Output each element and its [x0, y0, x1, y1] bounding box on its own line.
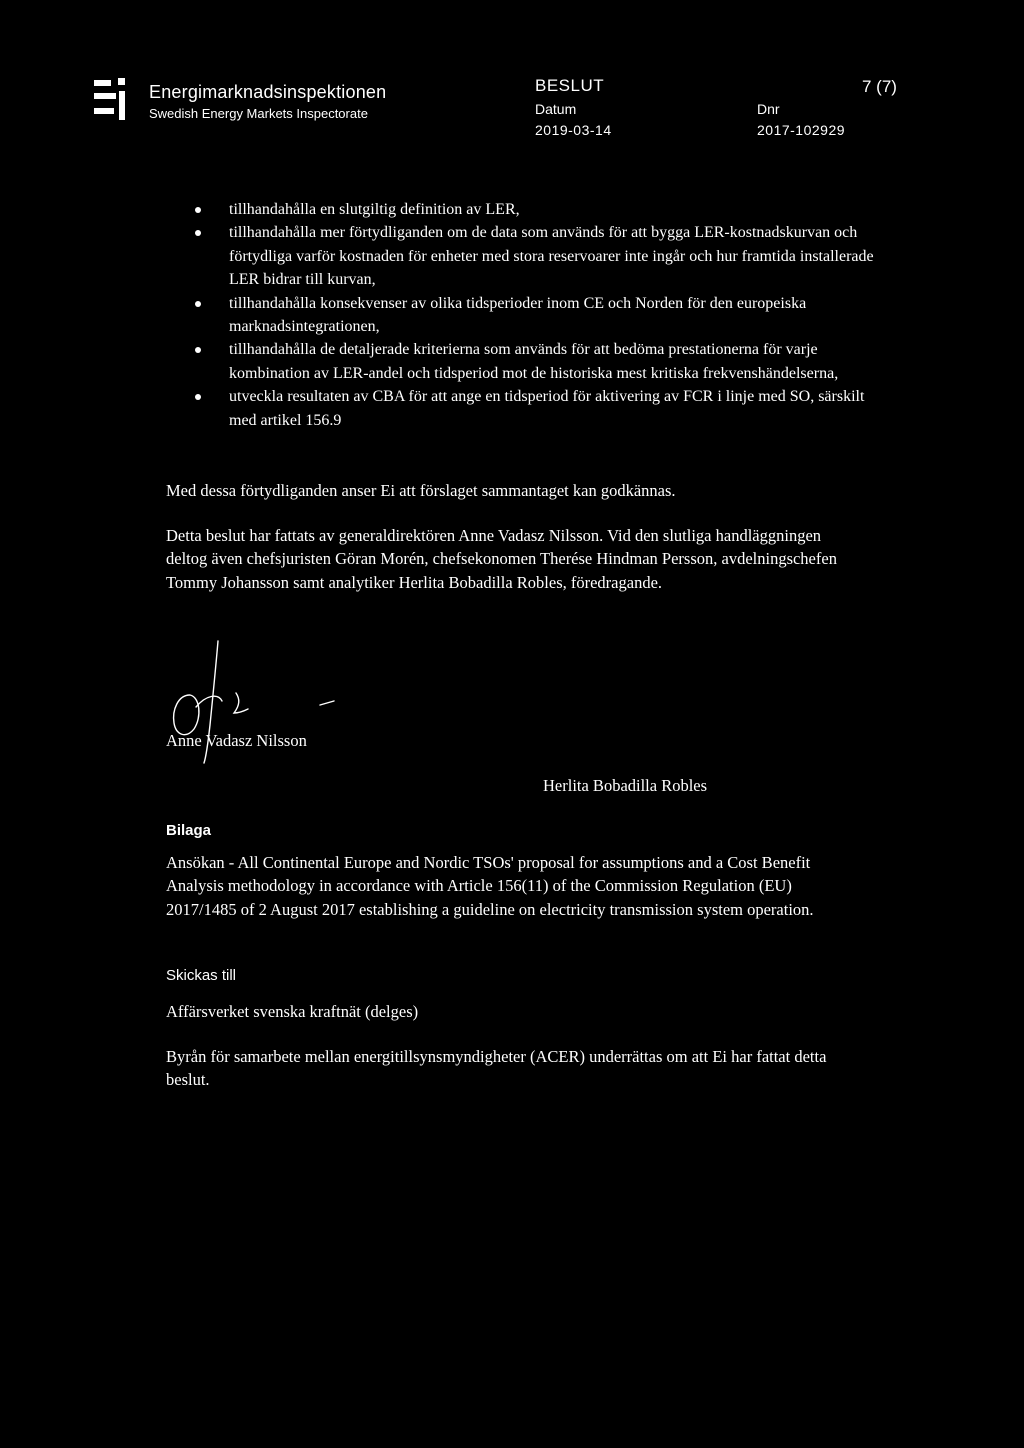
org-subtitle: Swedish Energy Markets Inspectorate [149, 106, 368, 121]
list-item: tillhandahålla konsekvenser av olika tidsperioder inom CE och Norden för den europeiska marknadsintegrationen, [195, 292, 875, 339]
org-name: Energimarknadsinspektionen [149, 82, 387, 102]
attachment-text: Ansökan - All Continental Europe and Nordic TSOs' proposal for assumptions and a Cost Benefit Analysis methodology in accordance with Article 156(11) of the Commission Regulation (EU) 2017/1485 of 2 August 2017 establishing a guideline on electricity transmission system operation. [166, 853, 814, 919]
ei-logo [94, 78, 138, 120]
sent-to-heading: Skickas till [166, 967, 237, 984]
page-number: 7 (7) [862, 77, 897, 96]
attachment-heading: Bilaga [166, 822, 212, 839]
list-item: tillhandahålla de detaljerade kriterierna som används för att bedöma prestationerna för varje kombination av LER-andel och tidsperiod mot de historiska mest kritiska frekvenshändelserna, [195, 338, 875, 385]
dnr-value: 2017-102929 [757, 122, 846, 138]
date-value: 2019-03-14 [535, 122, 612, 138]
recipient-notice: Byrån för samarbete mellan energitillsynsmyndigheter (ACER) underrättas om att Ei har fattat detta beslut. [166, 1047, 827, 1090]
document-type: BESLUT [535, 76, 605, 95]
dnr-label: Dnr [757, 101, 780, 117]
presenter-name: Herlita Bobadilla Robles [543, 776, 708, 795]
decision-paragraph: Detta beslut har fattats av generaldirektören Anne Vadasz Nilsson. Vid den slutliga handläggningen deltog även chefsjuristen Göran Morén, chefsekonomen Therése Hindman Persson, avdelningschefen Tommy Johansson samt analytiker Herlita Bobadilla Robles, föredragande. [166, 526, 837, 592]
recipient: Affärsverket svenska kraftnät (delges) [166, 1002, 419, 1021]
list-item: tillhandahålla mer förtydliganden om de data som används för att bygga LER-kostnadskurvan och förtydliga varför kostnaden för enheter med stora reservoarer inte ingår och hur framtida installerade LER bidrar till kurvan, [195, 221, 875, 291]
date-label: Datum [535, 101, 577, 117]
signer-name: Anne Vadasz Nilsson [166, 731, 307, 750]
requirements-list [195, 198, 875, 432]
approval-paragraph: Med dessa förtydliganden anser Ei att förslaget sammantaget kan godkännas. [166, 481, 676, 500]
list-item: utveckla resultaten av CBA för att ange en tidsperiod för aktivering av FCR i linje med SO, särskilt med artikel 156.9 [195, 385, 875, 432]
list-item: tillhandahålla en slutgiltig definition av LER, [195, 198, 875, 221]
